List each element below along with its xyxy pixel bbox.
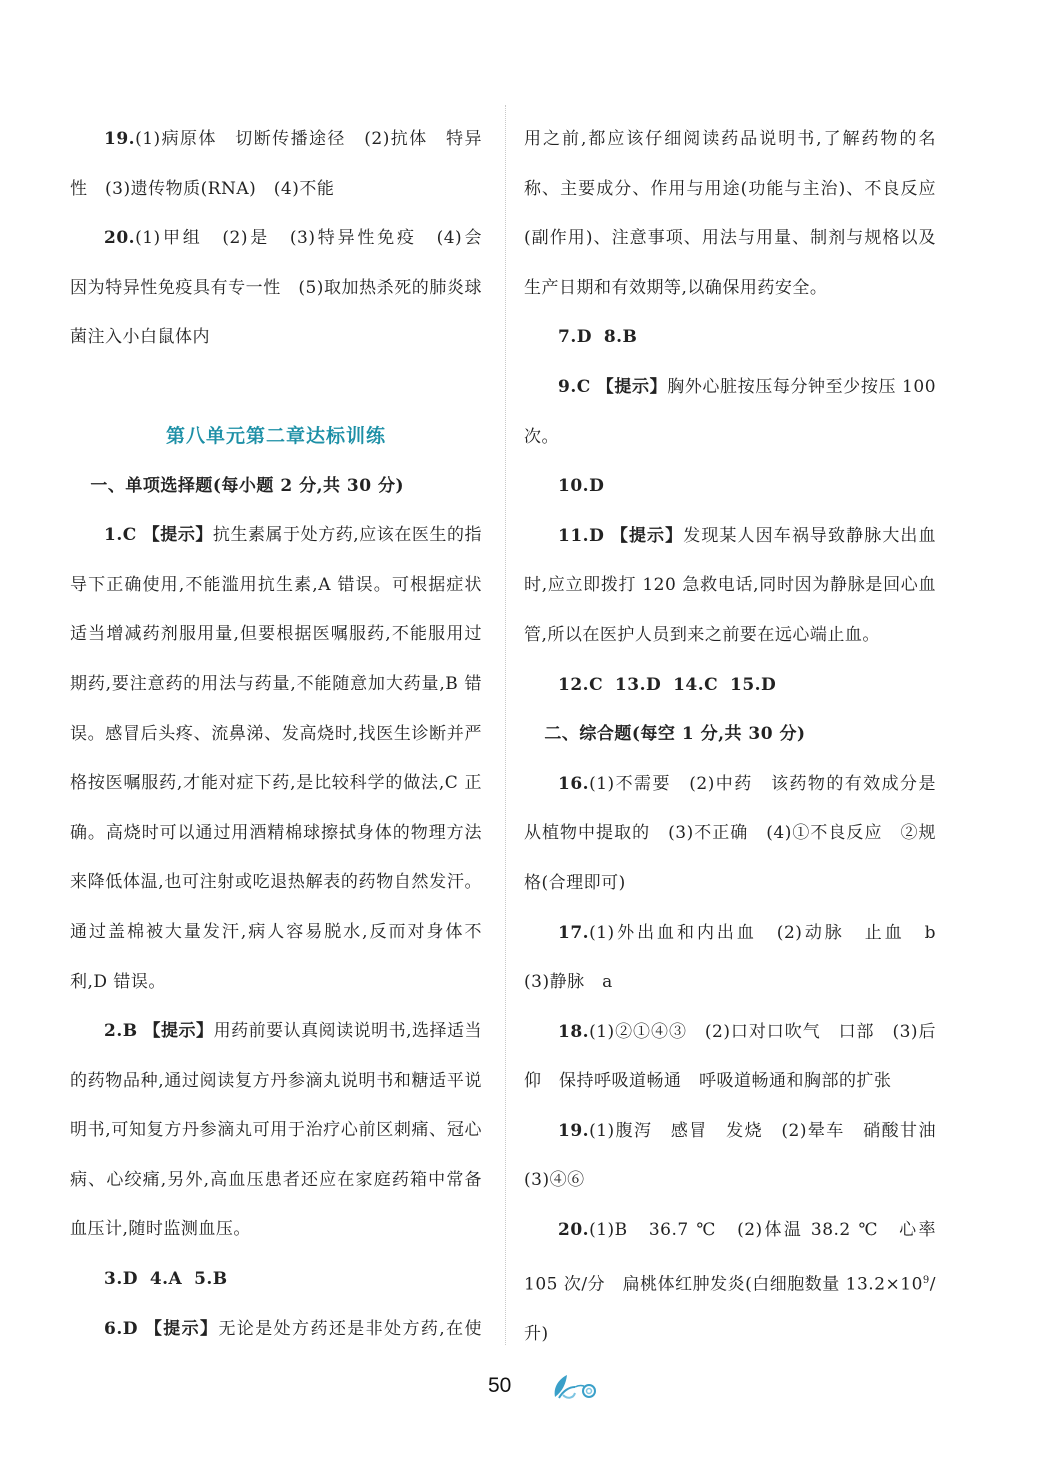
answer-text: (1)外出血和内出血 (2)动脉 止血 b (3)静脉 a xyxy=(524,922,954,993)
answer-text: (1)②①④③ (2)口对口吹气 口部 (3)后仰 保持呼吸道畅通 呼吸道畅通和胸部的扩张 xyxy=(524,1021,936,1092)
answer-number: 20. xyxy=(558,1220,590,1241)
answer-text: (1)病原体 切断传播途径 (2)抗体 特异性 (3)遗传物质(RNA) (4)不能 xyxy=(70,129,482,199)
section-title: 第八单元第二章达标训练 xyxy=(165,424,386,447)
answer-text: 用药前要认真阅读说明书,选择适当的药物品种,通过阅读复方丹参滴丸说明书和糖适平说明书,可知复方丹参滴丸可用于治疗心前区刺痛、冠心病、心绞痛,另外,高血压患者还应在家庭药箱中常备血压计,随时监测血压。 xyxy=(70,1021,483,1240)
answer-text: (1)B 36.7 ℃ (2)体温 38.2 ℃ 心率 105 次/分 扁桃体红肿发炎(白细胞数量 13.2×10 xyxy=(524,1220,936,1295)
tip-label: 【提示】 xyxy=(142,525,213,546)
exponent: 9 xyxy=(922,1274,930,1286)
answer-17 xyxy=(524,909,954,1008)
answer-5: 5.B xyxy=(194,1269,228,1290)
answer-number: 20. xyxy=(104,228,136,249)
tip-label: 【提示】 xyxy=(610,525,684,546)
answer-1 xyxy=(70,511,482,1007)
answer-number: 9.C xyxy=(558,376,591,397)
answer-7: 7.D xyxy=(558,327,592,348)
answers-7-8 xyxy=(524,313,936,363)
leaf-swirl-icon xyxy=(549,1371,601,1403)
answer-19-right xyxy=(524,1107,954,1206)
right-column xyxy=(524,115,954,1360)
answer-14: 14.C xyxy=(673,674,719,695)
answer-9 xyxy=(524,363,936,462)
answer-3: 3.D xyxy=(104,1269,138,1290)
part2-heading: 二、综合题(每空 1 分,共 30 分) xyxy=(544,724,806,745)
answer-number: 19. xyxy=(104,129,136,149)
answer-text: (1)腹泻 感冒 发烧 (2)晕车 硝酸甘油 (3)④⑥ xyxy=(524,1120,954,1191)
answer-8: 8.B xyxy=(603,327,638,348)
column-divider xyxy=(505,105,506,1345)
answer-6 xyxy=(70,1305,482,1355)
answer-text: 胸外心脏按压每分钟至少按压 100 次。 xyxy=(524,376,937,447)
answer-number: 1.C xyxy=(104,525,137,546)
answer-number: 19. xyxy=(558,1120,590,1141)
answer-12: 12.C xyxy=(558,674,604,695)
answer-number: 17. xyxy=(558,922,590,943)
answer-10 xyxy=(524,462,936,512)
tip-label: 【提示】 xyxy=(144,1318,219,1339)
answer-number: 6.D xyxy=(104,1318,138,1339)
answer-18 xyxy=(524,1008,936,1107)
tip-label: 【提示】 xyxy=(596,376,668,397)
answers-12-15 xyxy=(524,661,936,711)
answer-19 xyxy=(70,115,482,214)
answer-number: 18. xyxy=(558,1021,590,1042)
answer-number: 11.D xyxy=(558,525,605,546)
answer-text: 无论是处方药还是非处方药,在使 xyxy=(218,1318,483,1339)
answer-13: 13.D xyxy=(614,674,662,695)
answer-number: 10.D xyxy=(558,476,605,497)
answer-2 xyxy=(70,1007,482,1255)
answer-number: 16. xyxy=(558,773,590,794)
answer-16 xyxy=(524,760,936,909)
page-number: 50 xyxy=(488,1374,512,1397)
answer-text: 抗生素属于处方药,应该在医生的指导下正确使用,不能滥用抗生素,A 错误。可根据症状适当增减药剂服用量,但要根据医嘱服药,不能服用过期药,要注意药的用法与药量,不能随意加大药量,B 错误。感冒后头疼、流鼻涕、发高烧时,找医生诊断并严格按医嘱服药,才能对症下药,是比较科学的做法,C 正确。高烧时可以通过用酒精棉球擦拭身体的物理方法来降低体温,也可注射或吃退热解表的药物自然发汗。通过盖棉被大量发汗,病人容易脱水,反而对身体不利,D 错误。 xyxy=(70,525,483,992)
answer-text: (1)甲组 (2)是 (3)特异性免疫 (4)会 因为特异性免疫具有专一性 (5)取加热杀死的肺炎球菌注入小白鼠体内 xyxy=(70,228,500,348)
answer-4: 4.A xyxy=(149,1269,183,1290)
answer-6-continued: 用之前,都应该仔细阅读药品说明书,了解药物的名称、主要成分、作用与用途(功能与主治)、不良反应(副作用)、注意事项、用法与用量、制剂与规格以及生产日期和有效期等,以确保用药安全。 xyxy=(524,129,936,298)
left-column xyxy=(70,115,500,1354)
answer-15: 15.D xyxy=(729,674,777,695)
answer-text: 发现某人因车祸导致静脉大出血时,应立即拨打 120 急救电话,同时因为静脉是回心血管,所以在医护人员到来之前要在远心端止血。 xyxy=(524,525,937,645)
answers-3-5 xyxy=(70,1255,482,1305)
answer-text: (1)不需要 (2)中药 该药物的有效成分是从植物中提取的 (3)不正确 (4)①不良反应 ②规格(合理即可) xyxy=(524,773,936,893)
part1-heading: 一、单项选择题(每小题 2 分,共 30 分) xyxy=(90,475,405,496)
answer-text-tail: /升) xyxy=(524,1274,936,1344)
answer-20-right xyxy=(524,1206,936,1359)
answer-number: 2.B xyxy=(104,1021,138,1042)
answer-11 xyxy=(524,512,936,661)
answer-20 xyxy=(70,214,500,363)
tip-label: 【提示】 xyxy=(143,1021,214,1042)
